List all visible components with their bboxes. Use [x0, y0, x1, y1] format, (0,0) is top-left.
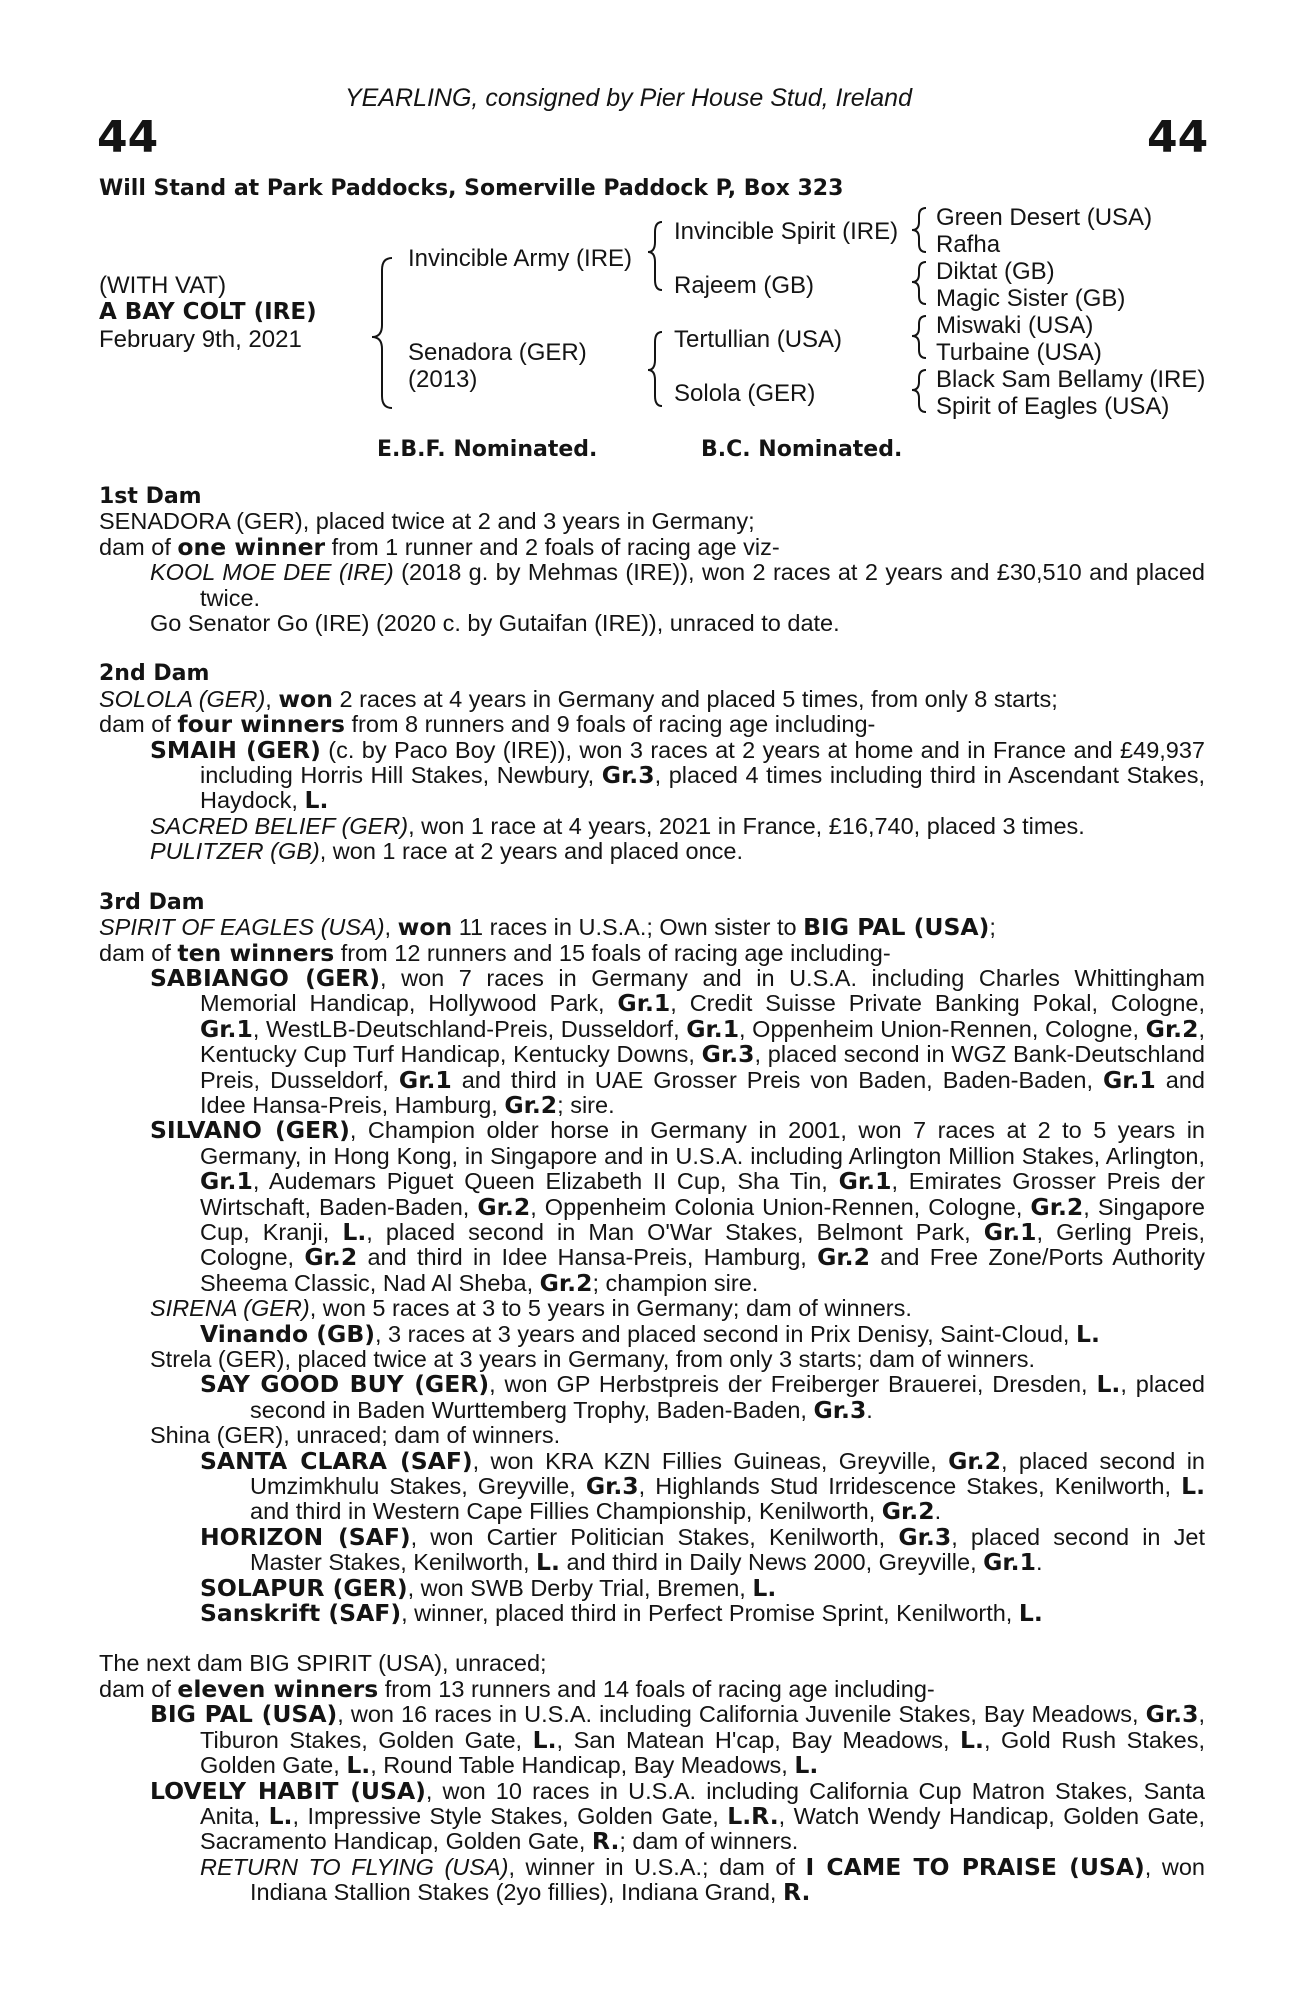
- record-line: SILVANO (GER), Champion older horse in Germany in 2001, won 7 races at 2 to 5 years in Germany, in Hong Kong, in Singapore and in U.S.A. including Arlington Million Stakes, Arlington, Gr.1, Audemars Piguet Queen Elizabeth II Cup, Sha Tin, Gr.1, Emirates Grosser Preis der Wirtschaft, Baden-Baden, Gr.2, Oppenheim Colonia Union-Rennen, Cologne, Gr.2, Singapore Cup, Kranji, L., placed second in Man O'War Stakes, Belmont Park, Gr.1, Gerling Preis, Cologne, Gr.2 and third in Idee Hansa-Preis, Hamburg, Gr.2 and Free Zone/Ports Authority Sheema Classic, Nad Al Sheba, Gr.2; champion sire.: [150, 1116, 1205, 1297]
- ebf-nomination: E.B.F. Nominated.: [377, 437, 598, 462]
- record-line: Shina (GER), unraced; dam of winners.: [150, 1422, 561, 1449]
- section-heading: 2nd Dam: [99, 661, 210, 687]
- pedigree-dam: Senadora (GER): [408, 339, 587, 366]
- pedigree-gen3-item: Miswaki (USA): [936, 312, 1094, 339]
- foaling-date: February 9th, 2021: [99, 326, 302, 353]
- record-line: dam of one winner from 1 runner and 2 foals of racing age viz-: [99, 532, 780, 561]
- pedigree-gen3-item: Rafha: [936, 231, 1001, 258]
- record-line: HORIZON (SAF), won Cartier Politician Stakes, Kenilworth, Gr.3, placed second in Jet Master Stakes, Kenilworth, L. and third in Daily News 2000, Greyville, Gr.1.: [200, 1522, 1205, 1577]
- stand-location: Will Stand at Park Paddocks, Somerville Paddock P, Box 323: [99, 176, 844, 201]
- lot-number-left: 44: [97, 112, 159, 163]
- pedigree-sire: Invincible Army (IRE): [408, 245, 633, 272]
- pedigree-gen2-item: Rajeem (GB): [674, 272, 815, 299]
- family-section: [99, 1651, 1205, 1905]
- horse-name: A BAY COLT (IRE): [99, 299, 317, 325]
- record-line: PULITZER (GB), won 1 race at 2 years and placed once.: [150, 838, 743, 865]
- pedigree-dam-year: (2013): [408, 366, 478, 393]
- record-line: SENADORA (GER), placed twice at 2 and 3 years in Germany;: [99, 508, 755, 535]
- record-line: Strela (GER), placed twice at 3 years in Germany, from only 3 starts; dam of winners.: [150, 1346, 1036, 1372]
- family-section: [99, 890, 1205, 1627]
- family-section: [99, 661, 1205, 864]
- record-line: Go Senator Go (IRE) (2020 c. by Gutaifan (IRE)), unraced to date.: [150, 610, 840, 637]
- record-line: dam of four winners from 8 runners and 9 foals of racing age including-: [99, 710, 876, 739]
- record-line: Vinando (GB), 3 races at 3 years and placed second in Prix Denisy, Saint-Cloud, L.: [200, 1319, 1100, 1348]
- pedigree-gen2-item: Solola (GER): [674, 380, 816, 407]
- section-spacer: [99, 1626, 1205, 1651]
- pedigree-gen2-item: Invincible Spirit (IRE): [674, 218, 899, 245]
- record-line: dam of ten winners from 12 runners and 15 foals of racing age including-: [99, 938, 891, 967]
- pedigree-gen3-item: Green Desert (USA): [936, 204, 1153, 231]
- page-header-title: YEARLING, consigned by Pier House Stud, Ireland: [345, 84, 912, 112]
- vat-note: (WITH VAT): [99, 272, 227, 299]
- pedigree-gen3-item: Black Sam Bellamy (IRE): [936, 366, 1206, 393]
- record-line: SPIRIT OF EAGLES (USA), won 11 races in U.S.A.; Own sister to BIG PAL (USA);: [99, 913, 996, 942]
- pedigree-gen3-item: Magic Sister (GB): [936, 285, 1126, 312]
- record-line: SOLAPUR (GER), won SWB Derby Trial, Bremen, L.: [200, 1573, 777, 1602]
- record-line: BIG PAL (USA), won 16 races in U.S.A. including California Juvenile Stakes, Bay Meadows, Gr.3, Tiburon Stakes, Golden Gate, L., San Matean H'cap, Bay Meadows, L., Gold Rush Stakes, Golden Gate, L., Round Table Handicap, Bay Meadows, L.: [150, 1700, 1205, 1780]
- pedigree-gen3-item: Diktat (GB): [936, 258, 1055, 285]
- pedigree-gen3-item: Spirit of Eagles (USA): [936, 393, 1170, 420]
- section-heading: 3rd Dam: [99, 889, 205, 915]
- record-line: SANTA CLARA (SAF), won KRA KZN Fillies Guineas, Greyville, Gr.2, placed second in Umzimkhulu Stakes, Greyville, Gr.3, Highlands Stud Irridescence Stakes, Kenilworth, L. and third in Western Cape Fillies Championship, Kenilworth, Gr.2.: [200, 1446, 1206, 1526]
- record-line: SMAIH (GER) (c. by Paco Boy (IRE)), won 3 races at 2 years at home and in France and £49,937 including Horris Hill Stakes, Newbury, Gr.3, placed 4 times including third in Ascendant Stakes, Haydock, L.: [150, 735, 1206, 815]
- pedigree-gen3-item: Turbaine (USA): [936, 339, 1102, 366]
- pedigree-gen2-item: Tertullian (USA): [674, 326, 843, 353]
- record-line: SOLOLA (GER), won 2 races at 4 years in Germany and placed 5 times, from only 8 starts;: [99, 684, 1058, 713]
- record-line: LOVELY HABIT (USA), won 10 races in U.S.A. including California Cup Matron Stakes, Santa Anita, L., Impressive Style Stakes, Golden Gate, L.R., Watch Wendy Handicap, Golden Gate, Sacramento Handicap, Golden Gate, R.; dam of winners.: [150, 1776, 1205, 1856]
- section-spacer: [99, 636, 1205, 661]
- record-line: SABIANGO (GER), won 7 races in Germany and in U.S.A. including Charles Whittingham Memorial Handicap, Hollywood Park, Gr.1, Credit Suisse Private Banking Pokal, Cologne, Gr.1, WestLB-Deutschland-Preis, Dusseldorf, Gr.1, Oppenheim Union-Rennen, Cologne, Gr.2, Kentucky Cup Turf Handicap, Kentucky Downs, Gr.3, placed second in WGZ Bank-Deutschland Preis, Dusseldorf, Gr.1 and third in UAE Grosser Preis von Baden, Baden-Baden, Gr.1 and Idee Hansa-Preis, Hamburg, Gr.2; sire.: [150, 963, 1205, 1119]
- dam-record: [99, 484, 1205, 1906]
- lot-number-right: 44: [1147, 112, 1209, 163]
- record-line: RETURN TO FLYING (USA), winner in U.S.A.; dam of I CAME TO PRAISE (USA), won Indiana Stallion Stakes (2yo fillies), Indiana Grand, R.: [200, 1852, 1205, 1907]
- family-section: [99, 484, 1205, 636]
- record-line: SAY GOOD BUY (GER), won GP Herbstpreis der Freiberger Brauerei, Dresden, L., placed second in Baden Wurttemberg Trophy, Baden-Baden, Gr.3.: [200, 1370, 1206, 1424]
- section-heading: 1st Dam: [99, 484, 202, 509]
- record-line: dam of eleven winners from 13 runners and 14 foals of racing age including-: [99, 1674, 935, 1703]
- bc-nomination: B.C. Nominated.: [701, 437, 903, 462]
- record-line: SACRED BELIEF (GER), won 1 race at 4 years, 2021 in France, £16,740, placed 3 times.: [150, 812, 1085, 839]
- section-spacer: [99, 865, 1205, 890]
- record-line: SIRENA (GER), won 5 races at 3 to 5 years in Germany; dam of winners.: [150, 1295, 912, 1322]
- record-line: The next dam BIG SPIRIT (USA), unraced;: [99, 1650, 547, 1677]
- record-line: KOOL MOE DEE (IRE) (2018 g. by Mehmas (IRE)), won 2 races at 2 years and £30,510 and placed twice.: [150, 559, 1206, 611]
- record-line: Sanskrift (SAF), winner, placed third in Perfect Promise Sprint, Kenilworth, L.: [200, 1599, 1043, 1628]
